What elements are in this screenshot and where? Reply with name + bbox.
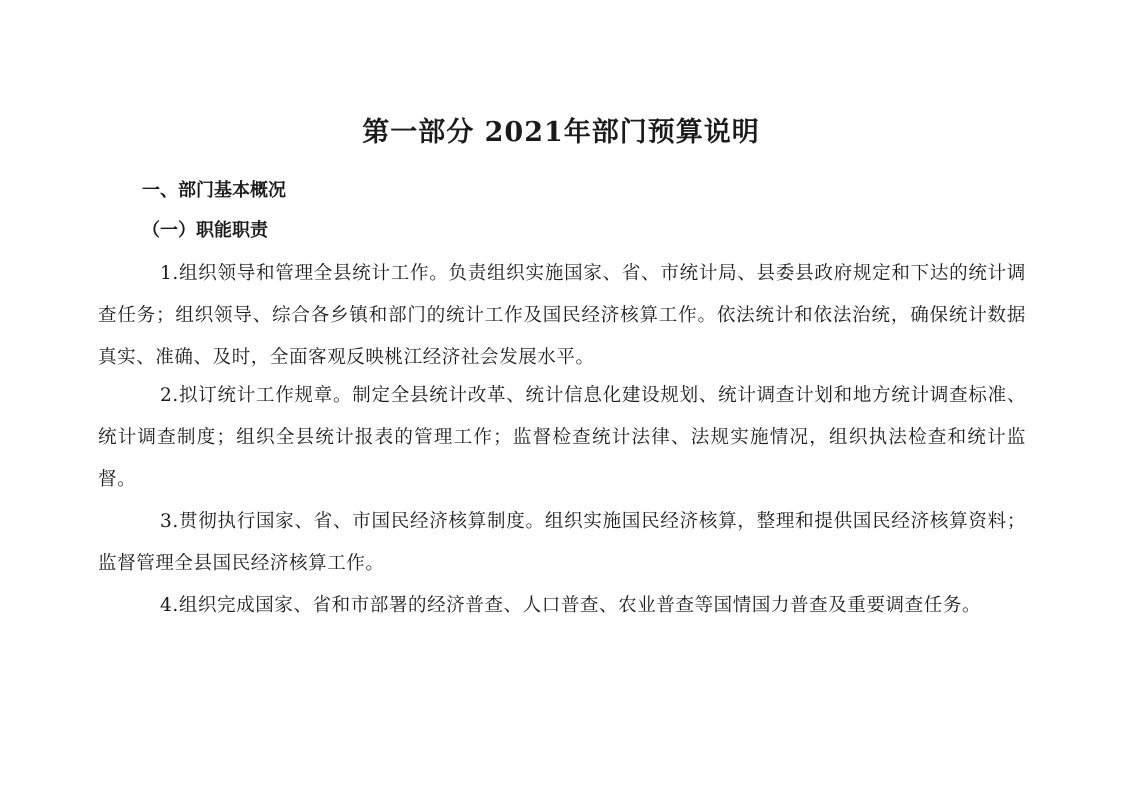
subsection-heading: （一）职能职责 bbox=[142, 220, 268, 241]
paragraph-duty-1: 1.组织领导和管理全县统计工作。负责组织实施国家、省、市统计局、县委县政府规定和下达的统计调查任务；组织领导、综合各乡镇和部门的统计工作及国民经济核算工作。依法统计和依法治统，确保统计数据真实、准确、及时，全面客观反映桃江经济社会发展水平。 bbox=[98, 263, 1026, 368]
section-heading: 一、部门基本概况 bbox=[142, 180, 286, 201]
paragraph-duty-2: 2.拟订统计工作规章。制定全县统计改革、统计信息化建设规划、统计调查计划和地方统计调查标准、统计调查制度；组织全县统计报表的管理工作；监督检查统计法律、法规实施情况，组织执法检查和统计监督。 bbox=[98, 385, 1026, 490]
paragraph-duty-4: 4.组织完成国家、省和市部署的经济普查、人口普查、农业普查等国情国力普查及重要调查任务。 bbox=[160, 595, 982, 616]
page-title: 第一部分 2021年部门预算说明 bbox=[362, 117, 760, 148]
paragraph-duty-3: 3.贯彻执行国家、省、市国民经济核算制度。组织实施国民经济核算，整理和提供国民经济核算资料；监督管理全县国民经济核算工作。 bbox=[98, 511, 1026, 574]
